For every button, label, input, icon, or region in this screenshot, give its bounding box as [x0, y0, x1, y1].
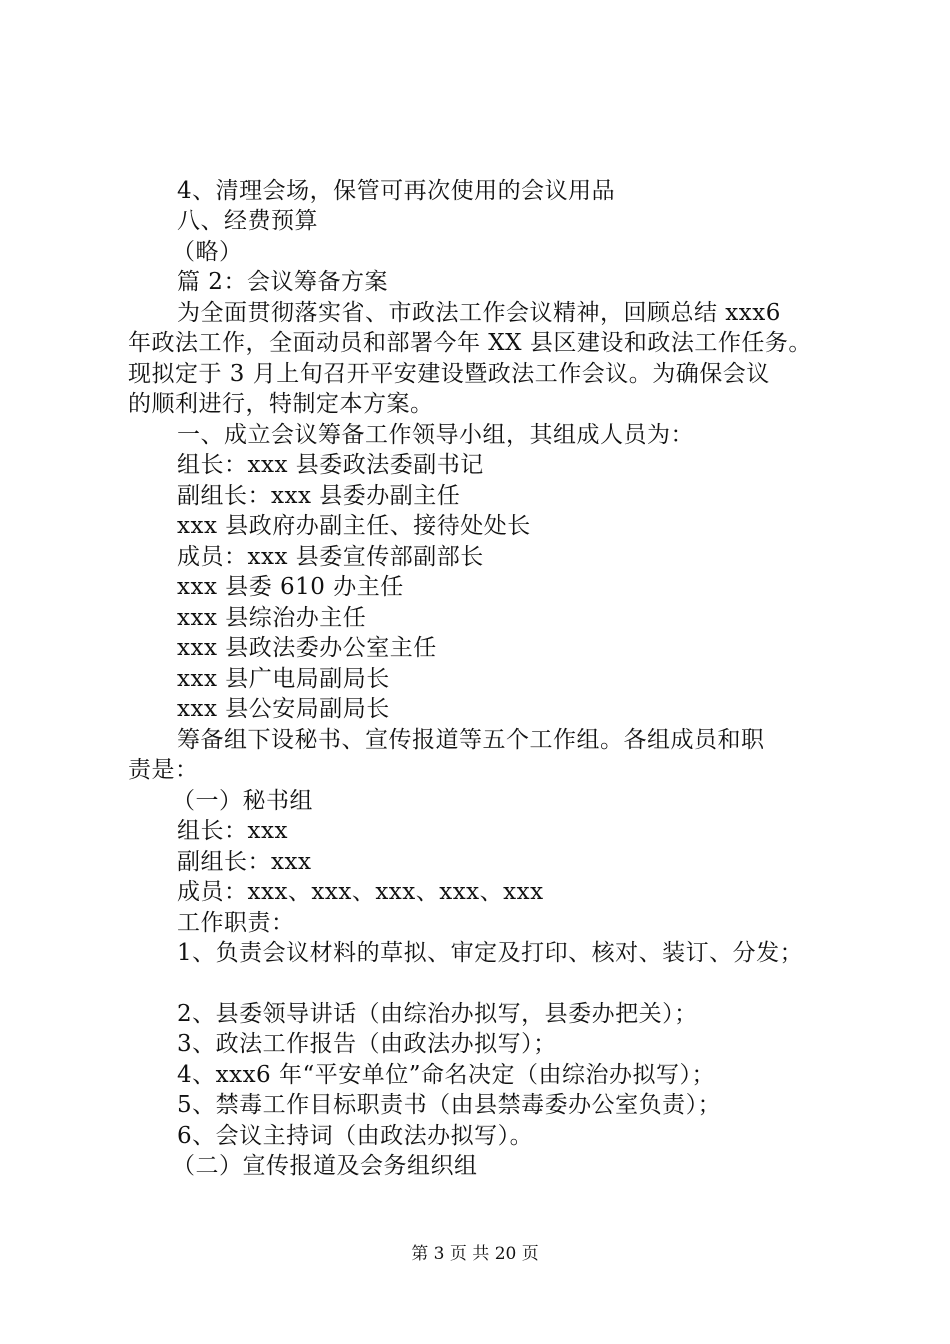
list-item: 3、政法工作报告（由政法办拟写）；	[177, 1031, 557, 1057]
list-item: xxx 县公安局副局长	[177, 696, 390, 722]
list-item: 组长：xxx 县委政法委副书记	[177, 452, 484, 478]
list-item: 2、县委领导讲话（由综治办拟写，县委办把关）；	[177, 1001, 698, 1027]
list-item: 副组长：xxx	[177, 849, 312, 875]
page-footer: 第 3 页 共 20 页	[411, 1244, 539, 1264]
paragraph-line: 为全面贯彻落实省、市政法工作会议精神，回顾总结 xxx6	[177, 300, 781, 326]
list-item: 组长：xxx	[177, 818, 288, 844]
section-heading: 八、经费预算	[177, 208, 318, 234]
section-heading: 一、成立会议筹备工作领导小组，其组成人员为：	[177, 422, 694, 448]
list-item: 副组长：xxx 县委办副主任	[177, 483, 461, 509]
list-item: 成员：xxx 县委宣传部副部长	[177, 544, 484, 570]
list-item: 4、xxx6 年“平安单位”命名决定（由综治办拟写）；	[177, 1062, 716, 1088]
list-item: 6、会议主持词（由政法办拟写）。	[177, 1123, 534, 1149]
list-item: 5、禁毒工作目标职责书（由县禁毒委办公室负责）；	[177, 1092, 722, 1118]
text-line: 4、清理会场，保管可再次使用的会议用品	[177, 178, 616, 204]
paragraph-line: 筹备组下设秘书、宣传报道等五个工作组。各组成员和职	[177, 727, 765, 753]
paragraph-line: 现拟定于 3 月上旬召开平安建设暨政法工作会议。为确保会议	[128, 361, 770, 387]
list-item: xxx 县综治办主任	[177, 605, 367, 631]
list-item: xxx 县政府办副主任、接待处处长	[177, 513, 531, 539]
list-item: 工作职责：	[177, 910, 295, 936]
subsection-heading: （二）宣传报道及会务组织组	[172, 1153, 478, 1179]
list-item: xxx 县委 610 办主任	[177, 574, 404, 600]
paragraph-line: 年政法工作，全面动员和部署今年 XX 县区建设和政法工作任务。	[128, 330, 812, 356]
text-line: （略）	[172, 239, 243, 265]
list-item: 1、负责会议材料的草拟、审定及打印、核对、装订、分发；	[177, 940, 804, 966]
paragraph-line: 的顺利进行，特制定本方案。	[128, 391, 434, 417]
list-item: 成员：xxx、xxx、xxx、xxx、xxx	[177, 879, 544, 905]
paragraph-line: 责是：	[128, 757, 199, 783]
chapter-heading: 篇 2：会议筹备方案	[177, 269, 388, 295]
list-item: xxx 县政法委办公室主任	[177, 635, 437, 661]
list-item: xxx 县广电局副局长	[177, 666, 390, 692]
subsection-heading: （一）秘书组	[172, 788, 313, 814]
